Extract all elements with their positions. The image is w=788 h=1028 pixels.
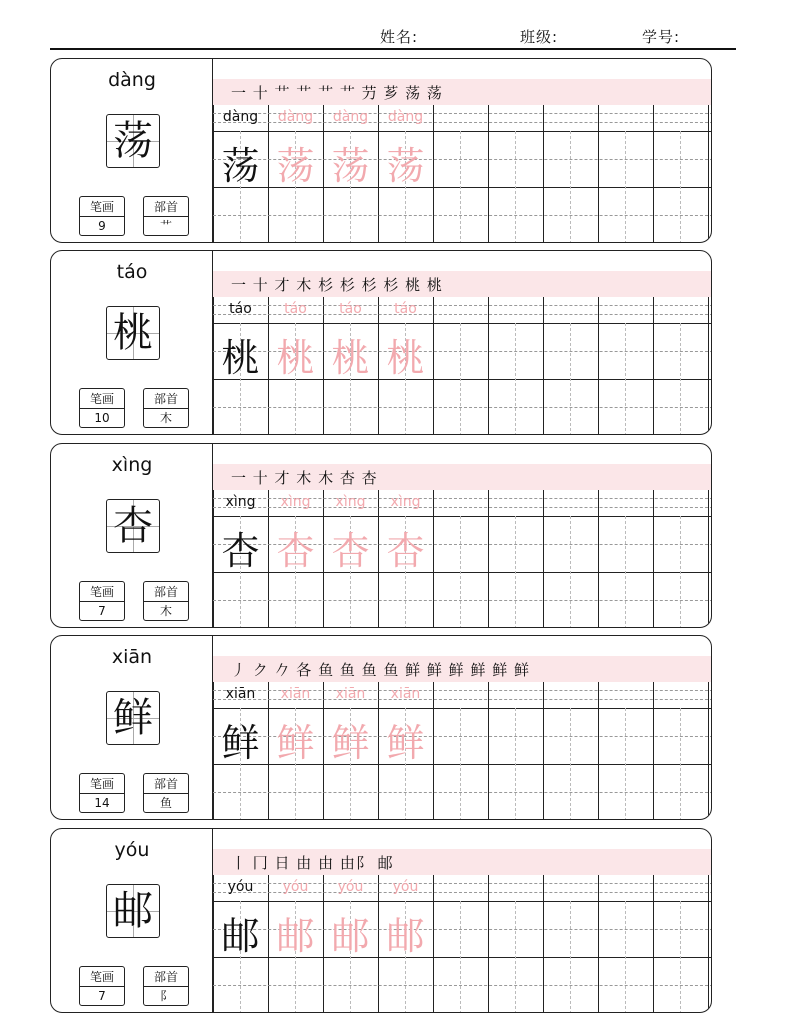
grid-column-line: [543, 875, 544, 1013]
character-info-panel: [51, 59, 213, 242]
grid-column-line: [653, 875, 654, 1013]
character-card: [50, 443, 712, 628]
practice-area: [213, 251, 711, 434]
grid-center-guide: [680, 323, 681, 435]
radical-value: 艹: [159, 219, 172, 233]
grid-center-guide: [570, 516, 571, 628]
character-card: [50, 58, 712, 243]
trace-character: 邮: [331, 914, 370, 958]
trace-pinyin: dàng: [277, 109, 314, 125]
stroke-order-row: [213, 656, 711, 682]
grid-column-line: [708, 297, 709, 435]
model-character: 邮: [113, 888, 153, 934]
model-character-box: [106, 691, 160, 745]
pinyin-label: yóu: [114, 839, 150, 861]
model-character: 杏: [221, 529, 260, 573]
trace-character: 桃: [276, 336, 315, 380]
grid-column-line: [708, 682, 709, 820]
grid-column-line: [598, 490, 599, 628]
grid-column-line: [598, 105, 599, 243]
trace-pinyin: yóu: [392, 879, 419, 895]
stroke-order-text: 一 十 才 木 木 杏 杏: [231, 469, 378, 487]
trace-pinyin: xìng: [390, 494, 421, 510]
stroke-order-text: 一 十 艹 艹 艹 艹 芀 芗 荡 荡: [231, 84, 443, 102]
grid-center-guide: [570, 708, 571, 820]
stroke-count-box: [79, 196, 125, 236]
model-character: 桃: [113, 310, 153, 356]
grid-center-guide: [680, 901, 681, 1013]
model-pinyin: yóu: [227, 879, 254, 895]
grid-column-line: [433, 875, 434, 1013]
grid-row-line: [213, 708, 712, 709]
stroke-count-box: [79, 773, 125, 813]
trace-character: 鲜: [331, 721, 370, 765]
grid-center-guide: [680, 131, 681, 243]
grid-center-guide: [680, 516, 681, 628]
trace-pinyin: xìng: [335, 494, 366, 510]
trace-pinyin: táo: [394, 301, 417, 317]
trace-pinyin: táo: [284, 301, 307, 317]
model-character-box: [106, 884, 160, 938]
pinyin-label: táo: [116, 261, 148, 283]
grid-column-line: [488, 682, 489, 820]
character-card: [50, 635, 712, 820]
grid-guide-line: [213, 215, 712, 216]
radical-value: 木: [159, 604, 172, 618]
trace-character: 桃: [386, 336, 425, 380]
character-card: [50, 250, 712, 435]
grid-center-guide: [625, 901, 626, 1013]
trace-pinyin: yóu: [337, 879, 364, 895]
grid-column-line: [488, 105, 489, 243]
model-pinyin: xìng: [225, 494, 256, 510]
model-pinyin: xiān: [225, 686, 256, 702]
grid-center-guide: [460, 708, 461, 820]
pinyin-label: xìng: [111, 454, 153, 476]
model-character: 荡: [221, 144, 260, 188]
stroke-order-row: [213, 464, 711, 490]
stroke-order-row: [213, 271, 711, 297]
grid-row-line: [213, 516, 712, 517]
grid-center-guide: [515, 131, 516, 243]
grid-column-line: [653, 297, 654, 435]
grid-column-line: [598, 875, 599, 1013]
grid-row-line: [213, 323, 712, 324]
grid-center-guide: [680, 708, 681, 820]
grid-column-line: [488, 490, 489, 628]
page-header: [50, 18, 736, 50]
radical-box: [143, 581, 189, 621]
trace-character: 桃: [331, 336, 370, 380]
grid-center-guide: [515, 516, 516, 628]
stroke-count-value: 7: [98, 604, 106, 618]
grid-center-guide: [515, 323, 516, 435]
radical-label: 部首: [144, 198, 188, 217]
stroke-count-label: 笔画: [80, 198, 124, 217]
radical-label: 部首: [144, 775, 188, 794]
trace-pinyin: yóu: [282, 879, 309, 895]
radical-value: 木: [159, 411, 172, 425]
pinyin-label: dàng: [108, 69, 156, 91]
trace-character: 杏: [331, 529, 370, 573]
stroke-order-text: 丨 冂 日 由 由 由阝 邮: [231, 854, 394, 872]
stroke-count-label: 笔画: [80, 390, 124, 409]
grid-column-line: [598, 682, 599, 820]
grid-column-line: [488, 875, 489, 1013]
radical-value: 鱼: [159, 796, 172, 810]
trace-pinyin: dàng: [332, 109, 369, 125]
grid-center-guide: [625, 131, 626, 243]
grid-column-line: [488, 297, 489, 435]
grid-center-guide: [570, 901, 571, 1013]
trace-character: 杏: [276, 529, 315, 573]
stroke-count-label: 笔画: [80, 775, 124, 794]
stroke-count-value: 10: [94, 411, 110, 425]
grid-column-line: [543, 297, 544, 435]
character-info-panel: [51, 829, 213, 1012]
pinyin-label: xiān: [111, 646, 153, 668]
radical-box: [143, 773, 189, 813]
radical-label: 部首: [144, 390, 188, 409]
stroke-count-box: [79, 388, 125, 428]
model-character-box: [106, 499, 160, 553]
grid-guide-line: [213, 407, 712, 408]
trace-character: 荡: [331, 144, 370, 188]
stroke-count-label: 笔画: [80, 968, 124, 987]
grid-column-line: [653, 105, 654, 243]
grid-column-line: [708, 490, 709, 628]
radical-box: [143, 966, 189, 1006]
grid-column-line: [543, 682, 544, 820]
grid-row-line: [213, 901, 712, 902]
stroke-count-box: [79, 966, 125, 1006]
radical-label: 部首: [144, 968, 188, 987]
model-character: 桃: [221, 336, 260, 380]
trace-character: 鲜: [276, 721, 315, 765]
trace-character: 鲜: [386, 721, 425, 765]
stroke-count-value: 14: [94, 796, 110, 810]
stroke-count-box: [79, 581, 125, 621]
radical-box: [143, 388, 189, 428]
name-field-label: 姓名:: [380, 28, 419, 46]
stroke-count-value: 9: [98, 219, 106, 233]
practice-area: [213, 59, 711, 242]
grid-center-guide: [515, 901, 516, 1013]
grid-center-guide: [570, 131, 571, 243]
trace-character: 荡: [386, 144, 425, 188]
trace-pinyin: xiān: [335, 686, 366, 702]
model-character: 鲜: [113, 695, 153, 741]
grid-guide-line: [213, 985, 712, 986]
grid-column-line: [708, 875, 709, 1013]
grid-column-line: [433, 490, 434, 628]
grid-column-line: [543, 105, 544, 243]
model-character-box: [106, 306, 160, 360]
practice-area: [213, 829, 711, 1012]
stroke-order-row: [213, 849, 711, 875]
grid-center-guide: [625, 516, 626, 628]
trace-pinyin: xìng: [280, 494, 311, 510]
model-pinyin: táo: [229, 301, 252, 317]
trace-character: 荡: [276, 144, 315, 188]
trace-pinyin: xiān: [280, 686, 311, 702]
stroke-order-text: 丿 ク 𠂊 各 鱼 鱼 鱼 鱼 鲜 鲜 鲜 鲜 鲜 鲜: [231, 661, 530, 679]
radical-value: 阝: [159, 989, 172, 1003]
trace-pinyin: dàng: [387, 109, 424, 125]
grid-guide-line: [213, 600, 712, 601]
stroke-order-text: 一 十 才 木 杉 杉 杉 杉 桃 桃: [231, 276, 443, 294]
character-info-panel: [51, 444, 213, 627]
trace-character: 邮: [276, 914, 315, 958]
stroke-count-value: 7: [98, 989, 106, 1003]
stroke-order-row: [213, 79, 711, 105]
character-info-panel: [51, 251, 213, 434]
trace-pinyin: xiān: [390, 686, 421, 702]
grid-center-guide: [460, 516, 461, 628]
grid-center-guide: [460, 131, 461, 243]
grid-column-line: [433, 682, 434, 820]
grid-center-guide: [625, 323, 626, 435]
grid-column-line: [433, 297, 434, 435]
grid-column-line: [653, 682, 654, 820]
model-pinyin: dàng: [222, 109, 259, 125]
trace-pinyin: táo: [339, 301, 362, 317]
practice-area: [213, 636, 711, 819]
grid-row-line: [213, 131, 712, 132]
trace-character: 邮: [386, 914, 425, 958]
grid-center-guide: [625, 708, 626, 820]
grid-center-guide: [460, 901, 461, 1013]
character-card: [50, 828, 712, 1013]
radical-box: [143, 196, 189, 236]
model-character: 荡: [113, 118, 153, 164]
grid-guide-line: [213, 792, 712, 793]
model-character: 鲜: [221, 721, 260, 765]
grid-column-line: [433, 105, 434, 243]
grid-column-line: [543, 490, 544, 628]
model-character: 邮: [221, 914, 260, 958]
stroke-count-label: 笔画: [80, 583, 124, 602]
class-field-label: 班级:: [520, 28, 559, 46]
model-character: 杏: [113, 503, 153, 549]
grid-column-line: [653, 490, 654, 628]
grid-column-line: [708, 105, 709, 243]
trace-character: 杏: [386, 529, 425, 573]
grid-center-guide: [570, 323, 571, 435]
character-info-panel: [51, 636, 213, 819]
grid-center-guide: [460, 323, 461, 435]
student-id-field-label: 学号:: [642, 28, 681, 46]
practice-area: [213, 444, 711, 627]
radical-label: 部首: [144, 583, 188, 602]
model-character-box: [106, 114, 160, 168]
grid-center-guide: [515, 708, 516, 820]
grid-column-line: [598, 297, 599, 435]
